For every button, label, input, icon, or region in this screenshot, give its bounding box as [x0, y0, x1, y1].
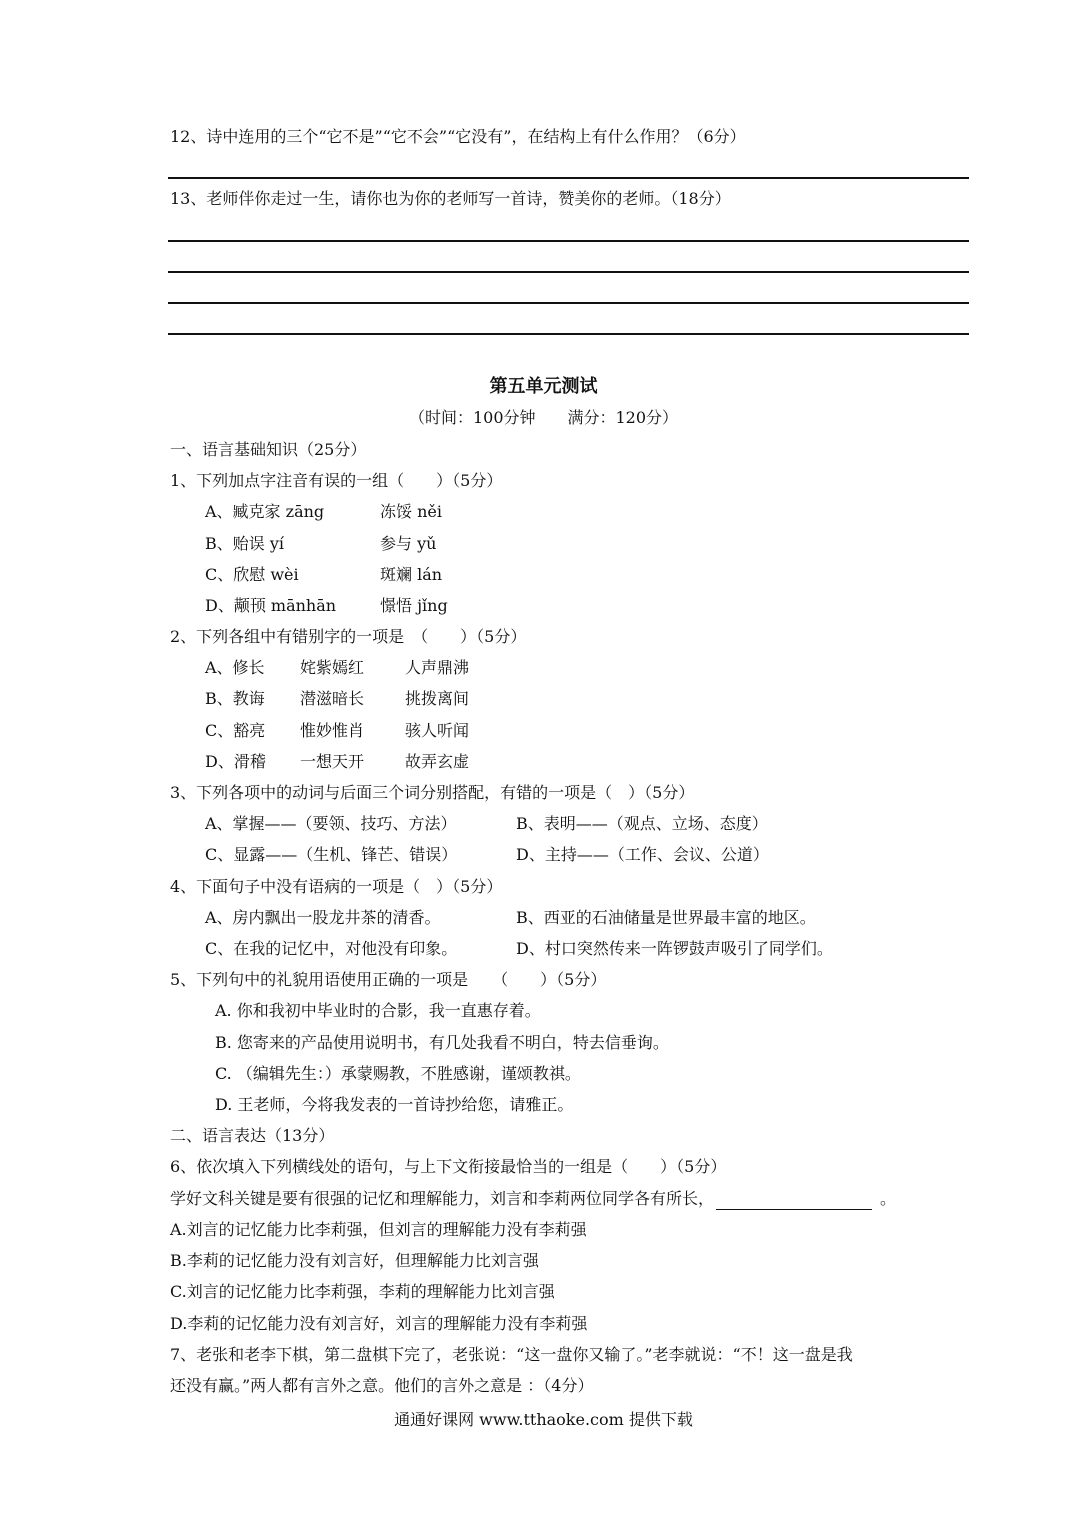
q2-option-b: [205, 688, 470, 710]
q2-b-word3: 挑拨离间: [405, 689, 470, 708]
q2-option-d: [205, 751, 470, 773]
unit-title: 第五单元测试: [489, 376, 598, 397]
q5-option-a: A. 你和我初中毕业时的合影，我一直惠存着。: [215, 1001, 541, 1020]
answer-line: [168, 240, 969, 242]
q3-option-c: C、显露——（生机、锋芒、错误）: [205, 845, 458, 864]
q4-option-a: A、房内飘出一股龙井茶的清香。: [205, 908, 441, 927]
q1-option-a: [205, 501, 442, 523]
q4-option-b: B、西亚的石油储量是世界最丰富的地区。: [516, 908, 816, 927]
q3-option-a: A、掌握——（要领、技巧、方法）: [205, 814, 457, 833]
q2-c-word3: 骇人听闻: [405, 721, 470, 740]
q6-option-c: C.刘言的记忆能力比李莉强，李莉的理解能力比刘言强: [170, 1282, 555, 1301]
q2-a-word2: 姹紫嫣红: [300, 658, 365, 677]
q4-option-c: C、在我的记忆中，对他没有印象。: [205, 939, 458, 958]
q1-option-b: [205, 533, 437, 555]
fill-blank[interactable]: [716, 1193, 872, 1210]
answer-line: [168, 177, 969, 179]
question-7-line-2: 还没有赢。”两人都有言外之意。他们的言外之意是 ：（4分）: [170, 1376, 594, 1395]
q2-d-word3: 故弄玄虚: [405, 752, 470, 771]
answer-line: [168, 302, 969, 304]
q1-option-d-left: D、颟顸 mānhān: [205, 596, 337, 615]
q1-option-d-right: 憬悟 jǐng: [380, 596, 448, 615]
q1-option-c-left: C、欣慰 wèi: [205, 565, 299, 584]
q1-option-c: [205, 564, 443, 586]
q2-a-word1: A、修长: [205, 658, 265, 677]
q2-b-word1: B、教诲: [205, 689, 265, 708]
question-2: 2、下列各组中有错别字的一项是 （ ）（5分）: [170, 627, 527, 646]
answer-line: [168, 333, 969, 335]
q1-option-b-left: B、贻误 yí: [205, 534, 285, 553]
question-6: 6、依次填入下列横线处的语句，与上下文衔接最恰当的一组是（ ）（5分）: [170, 1157, 727, 1176]
q1-option-c-right: 斑斓 lán: [380, 565, 443, 584]
question-13: 13、老师伴你走过一生，请你也为你的老师写一首诗，赞美你的老师。（18分）: [170, 189, 731, 208]
q5-option-b: B. 您寄来的产品使用说明书，有几处我看不明白，特去信垂询。: [215, 1033, 669, 1052]
q6-option-a: A.刘言的记忆能力比李莉强，但刘言的理解能力没有李莉强: [170, 1220, 587, 1239]
q2-b-word2: 潜滋暗长: [300, 689, 365, 708]
q5-option-c: C. （编辑先生：）承蒙赐教，不胜感谢，谨颂教祺。: [215, 1064, 581, 1083]
section-2-heading: 二、语言表达（13分）: [170, 1126, 335, 1145]
q6-passage-text: 学好文科关键是要有很强的记忆和理解能力，刘言和李莉两位同学各有所长，: [170, 1189, 715, 1208]
q6-passage: [170, 1188, 896, 1210]
q2-d-word2: 一想天开: [300, 752, 365, 771]
q6-option-d: D.李莉的记忆能力没有刘言好，刘言的理解能力没有李莉强: [170, 1314, 588, 1333]
q4-options-row-2: [205, 938, 833, 960]
q4-options-row-1: [205, 907, 816, 929]
q1-option-a-right: 冻馁 něi: [380, 502, 442, 521]
unit-subtitle: （时间：100分钟 满分：120分）: [408, 408, 679, 427]
q3-options-row-1: [205, 813, 768, 835]
q2-c-word2: 惟妙惟肖: [300, 721, 365, 740]
q1-option-d: [205, 595, 448, 617]
q6-passage-end: 。: [880, 1189, 897, 1208]
question-4: 4、下面句子中没有语病的一项是（ ）（5分）: [170, 877, 503, 896]
q5-option-d: D. 王老师，今将我发表的一首诗抄给您，请雅正。: [215, 1095, 574, 1114]
question-1: 1、下列加点字注音有误的一组（ ）（5分）: [170, 471, 503, 490]
q2-d-word1: D、滑稽: [205, 752, 266, 771]
q2-option-a: [205, 657, 470, 679]
section-1-heading: 一、语言基础知识（25分）: [170, 440, 367, 459]
footer-source: 通通好课网 www.tthaoke.com 提供下载: [394, 1410, 693, 1429]
question-5: 5、下列句中的礼貌用语使用正确的一项是 （ ）（5分）: [170, 970, 607, 989]
q1-option-a-left: A、臧克家 zāng: [205, 502, 325, 521]
q3-option-b: B、表明——（观点、立场、态度）: [516, 814, 768, 833]
question-3: 3、下列各项中的动词与后面三个词分别搭配，有错的一项是（ ）（5分）: [170, 783, 695, 802]
q6-option-b: B.李莉的记忆能力没有刘言好，但理解能力比刘言强: [170, 1251, 539, 1270]
q2-option-c: [205, 720, 470, 742]
answer-line: [168, 271, 969, 273]
q2-c-word1: C、豁亮: [205, 721, 266, 740]
question-12: 12、诗中连用的三个“它不是”“它不会”“它没有”，在结构上有什么作用？（6分）: [170, 127, 746, 146]
q1-option-b-right: 参与 yǔ: [380, 534, 437, 553]
q3-options-row-2: [205, 844, 769, 866]
q4-option-d: D、村口突然传来一阵锣鼓声吸引了同学们。: [516, 939, 833, 958]
q2-a-word3: 人声鼎沸: [405, 658, 470, 677]
q3-option-d: D、主持——（工作、会议、公道）: [516, 845, 769, 864]
question-7-line-1: 7、老张和老李下棋，第二盘棋下完了，老张说：“这一盘你又输了。”老李就说：“不！这一盘是我: [170, 1345, 853, 1364]
